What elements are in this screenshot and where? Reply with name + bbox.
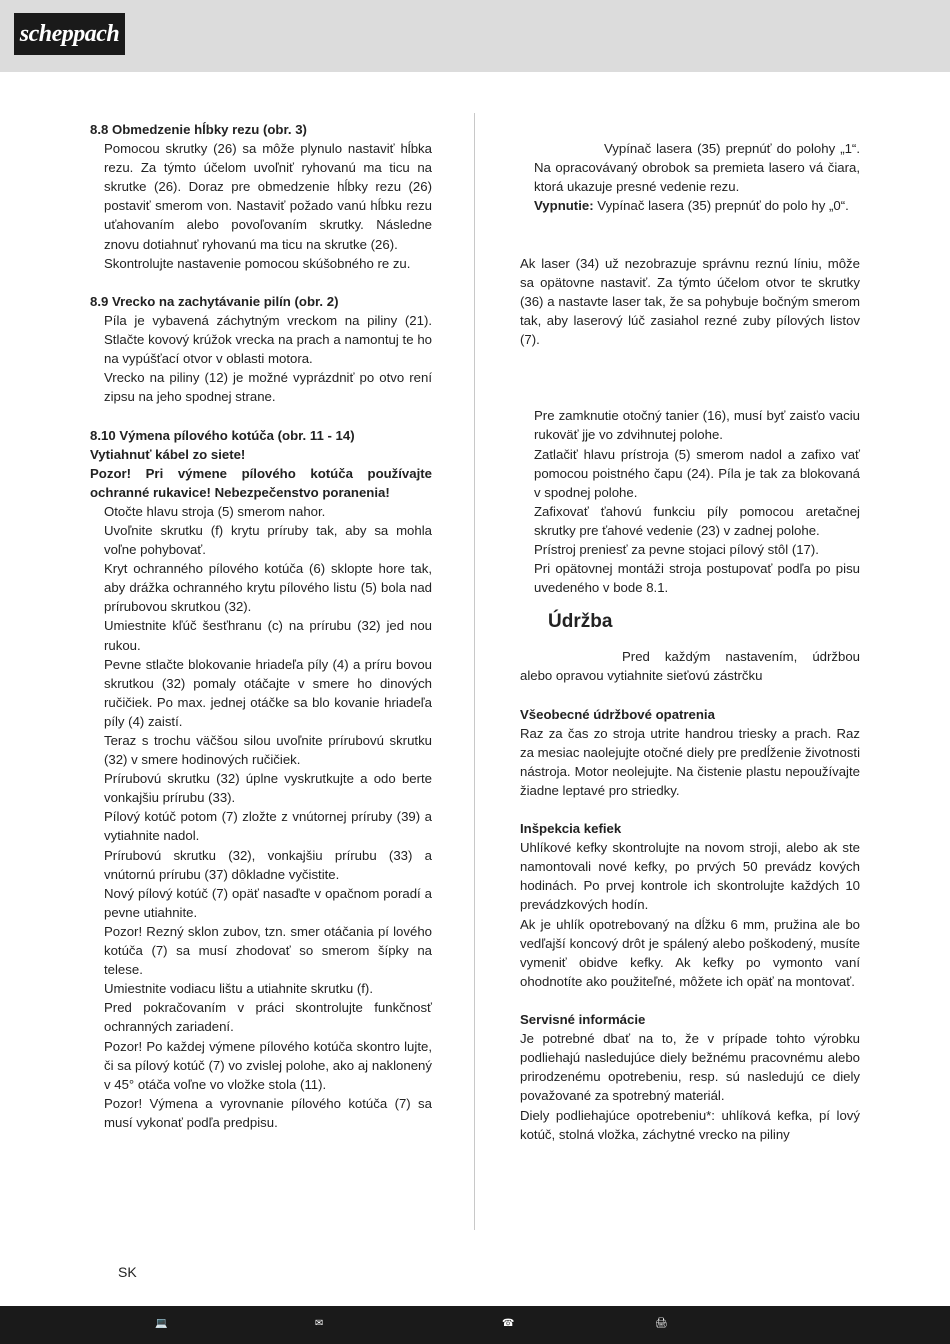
transport-step: Pri opätovnej montáži stroja postupovať podľa po pisu uvedeného v bode 8.1. xyxy=(534,561,860,596)
transport-step: Zatlačiť hlavu prístroja (5) smerom nadol a zafixo vať pomocou poistného čapu (24). Píla je tak za blokovaná v spodnej polohe. xyxy=(534,446,860,500)
phone-icon: ☎ xyxy=(502,1318,515,1329)
maintenance-title: Údržba xyxy=(548,611,613,633)
page-footer xyxy=(0,1306,950,1344)
step: Kryt ochranného pílového kotúča (6) sklopte hore tak, aby drážka ochranného krytu pílového listu (5) bola nad prírubovou skrutkou (32). xyxy=(104,561,432,615)
left-column xyxy=(90,120,432,1132)
column-divider xyxy=(474,113,475,1230)
brush-inspection-text-2: Ak je uhlík opotrebovaný na dĺžku 6 mm, pružina ale bo vedľajší koncový drôt je spálený alebo poškodený, musíte vymeniť obidve kefky. Ak kefky po vymonto vaní ohodnotíte ako použiteľné, môžete ich opäť na montovať. xyxy=(520,916,860,989)
fax-icon: 🖨 xyxy=(655,1318,668,1329)
step: Pred pokračovaním v práci skontrolujte funkčnosť ochranných zariadení. xyxy=(104,1000,432,1035)
step: Uvoľnite skrutku (f) krytu príruby tak, aby sa mohla voľne pohybovať. xyxy=(104,522,432,558)
gloves-warning: Pozor! Pri výmene pílového kotúča používajte ochranné rukavice! Nebezpečenstvo poranenia! xyxy=(90,465,432,500)
step: Teraz s trochu väčšou silou uvoľnite prírubovú skrutku (32) v smere hodinových ručičiek. xyxy=(104,733,432,768)
laser-off-text: Vypínač lasera (35) prepnúť do polo hy „0“. xyxy=(593,198,849,214)
section-8-9-empty: Vrecko na piliny (12) je možné vyprázdniť po otvo rení zipsu na jeho spodnej strane. xyxy=(104,370,432,405)
section-8-8-check: Skontrolujte nastavenie pomocou skúšobného re zu. xyxy=(104,255,411,271)
transport-step: Pre zamknutie otočný tanier (16), musí byť zaisťo vaciu rukoväť jje vo zdvihnutej polohe. xyxy=(534,408,860,443)
step: Umiestnite vodiacu lištu a utiahnite skrutku (f). xyxy=(104,981,373,997)
section-8-8-text: Pomocou skrutky (26) sa môže plynulo nastaviť hĺbka rezu. Za týmto účelom uvoľniť ryhovanú ma ticu na skrutke (26). Doraz pre obmedzenie hĺbky rezu (26) postaviť smerom von. Nastaviť požado vanú hĺbku rezu uťahovaním alebo povoľovaním skrutky. Následne znovu dotiahnuť ryhovanú ma ticu na skrutke (26). xyxy=(104,141,432,252)
section-8-10-title: 8.10 Výmena pílového kotúča (obr. 11 - 14) xyxy=(90,427,355,443)
step: Prírubovú skrutku (32) úplne vyskrutkujte a odo berte vonkajšiu prírubu (33). xyxy=(104,771,432,806)
section-8-9-title: 8.9 Vrecko na zachytávanie pilín (obr. 2) xyxy=(90,293,339,309)
step: Prírubovú skrutku (32), vonkajšiu prírubu (33) a vnútornú prírubu (37) dôkladne vyčistite. xyxy=(104,847,432,882)
step: Pílový kotúč potom (7) zložte z vnútornej príruby (39) a vytiahnite nadol. xyxy=(104,809,432,844)
general-maintenance-text: Raz za čas zo stroja utrite handrou triesky a prach. Raz za mesiac naolejujte otočné diely pre predĺženie životnosti nástroja. Motor neolejujte. Na čistenie plastu nepoužívajte žiadne leptavé pro striedky. xyxy=(520,725,860,798)
page-header xyxy=(0,0,950,72)
step: Pozor! Po každej výmene pílového kotúča skontro lujte, či sa pílový kotúč (7) vo zvislej polohe, ako aj naklonený v 45° otáča voľne vo vložke stola (11). xyxy=(104,1038,432,1092)
step: Otočte hlavu stroja (5) smerom nahor. xyxy=(104,503,326,519)
brush-inspection-title: Inšpekcia kefiek xyxy=(520,821,622,837)
unplug-warning: Vytiahnuť kábel zo siete! xyxy=(90,446,246,462)
step: Pozor! Výmena a vyrovnanie pílového kotúča (7) sa musí vykonať podľa predpisu. xyxy=(104,1095,432,1130)
right-column xyxy=(520,139,860,1144)
general-maintenance-title: Všeobecné údržbové opatrenia xyxy=(520,706,715,722)
laser-adjust-text: Ak laser (34) už nezobrazuje správnu reznú líniu, môže sa opätovne nastaviť. Za týmto účelom otvor te skrutky (36) a nastavte laser tak, že sa pohybuje bočným smerom tak, aby laserový lúč zasiahol rezné zuby pílových listov (7). xyxy=(520,255,860,347)
scheppach-logo: scheppach xyxy=(14,13,125,55)
step: Umiestnite kľúč šesťhranu (c) na prírubu (32) jed nou rukou. xyxy=(104,618,432,653)
section-8-8-title: 8.8 Obmedzenie hĺbky rezu (obr. 3) xyxy=(90,122,307,137)
section-8-9-text: Píla je vybavená záchytným vreckom na piliny (21). Stlačte kovový krúžok vrecka na prach a namontuj te ho na vypúšťací otvor v oblasti motora. xyxy=(104,312,432,367)
step: Pozor! Rezný sklon zubov, tzn. smer otáčania pí lového kotúča (7) sa musí zhodovať so smerom šípky na telese. xyxy=(104,923,432,978)
step: Nový pílový kotúč (7) opäť nasaďte v opačnom poradí a pevne utiahnite. xyxy=(104,885,432,920)
brush-inspection-text: Uhlíkové kefky skontrolujte na novom stroji, alebo ak ste namontovali nové kefky, po prvých 50 prevádz kových hodinách. Po prvej kontrole ich skontrolujte každých 10 prevádzkových hodín. xyxy=(520,840,860,913)
laser-on-text: Vypínač lasera (35) prepnúť do polohy „1“. Na opracovávaný obrobok sa premieta lasero vá čiara, ktorá ukazuje presné vedenie rezu. xyxy=(534,141,860,195)
transport-step: Prístroj preniesť za pevne stojaci pílový stôl (17). xyxy=(534,541,819,557)
service-info-text: Je potrebné dbať na to, že v prípade tohto výrobku podliehajú nasledujúce diely bežnému pracovnému alebo prirodzenému opotrebeniu, resp. sú nasledujú ce diely považované za spotrebný materiál. xyxy=(520,1031,860,1104)
maintenance-intro: Pred každým nastavením, údržbou alebo opravou vytiahnite sieťovú zástrčku xyxy=(520,649,860,684)
step: Pevne stlačte blokovanie hriadeľa píly (4) a príru bovou skrutkou (32) pomaly otáčajte v smere ho dinových ručičiek. Po max. jednej otáčke sa blo kovanie hriadeľa píly (4) zaistí. xyxy=(104,656,432,729)
laser-off xyxy=(520,196,860,215)
transport-step: Zafixovať ťahovú funkciu píly pomocou aretačnej skrutky pre ťahové vedenie (23) v zadnej polohe. xyxy=(534,503,860,538)
laser-off-label: Vypnutie: xyxy=(534,198,594,214)
page-language-label: SK xyxy=(118,1264,137,1280)
computer-icon: 💻 xyxy=(155,1318,168,1329)
mail-icon: ✉ xyxy=(315,1318,324,1329)
wear-parts-text: Diely podliehajúce opotrebeniu*: uhlíková kefka, pí lový kotúč, stolná vložka, záchytné vrecko na piliny xyxy=(520,1107,860,1142)
service-info-title: Servisné informácie xyxy=(520,1012,646,1028)
